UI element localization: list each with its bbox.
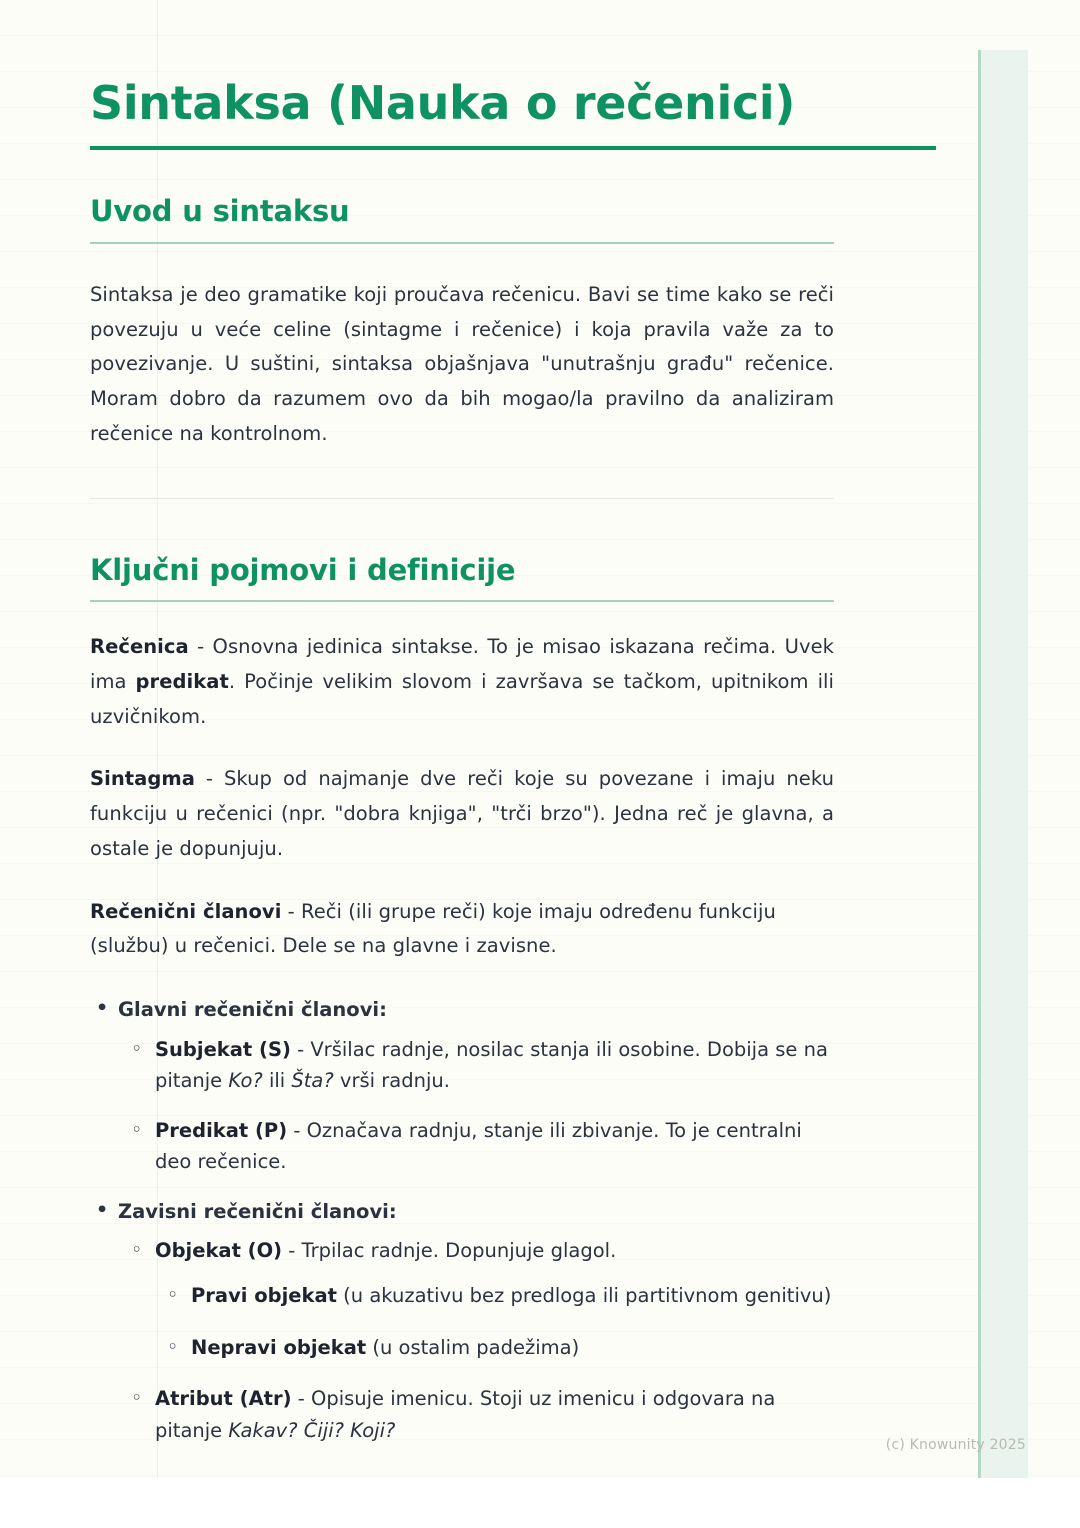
pravi-objekat-text: (u akuzativu bez predloga ili partitivnom genitivu) [336,1284,832,1308]
term-nepravi-objekat: Nepravi objekat [191,1335,367,1359]
list-item-nepravi-objekat-text [191,1336,579,1359]
list-item-subjekat [155,1034,834,1097]
term-subjekat: Subjekat (S) [155,1037,291,1061]
subjekat-text-2: ili [262,1069,292,1093]
definition-recenica-text-1: - Osnovna jedinica sintakse. To je misao iskazana rečima. Uvek ima [90,635,834,694]
zavisni-sublist [118,1235,834,1446]
list-item-predikat-text [155,1119,802,1174]
section-uvod [90,194,834,451]
intro-paragraph: Sintaksa je deo gramatike koji proučava rečenicu. Bavi se time kako se reči povezuju u veće celine (sintagme i rečenice) i koja pravila važe za to povezivanje. U suštini, sintaksa objašnjava "unutrašnju građu" rečenice. Moram dobro da razumem ovo da bih mogao/la pravilno da analiziram rečenice na kontrolnom. [90,283,834,445]
list-item-zavisni [118,1196,834,1446]
glavni-sublist [118,1034,834,1178]
list-item-label-zavisni: • Zavisni rečenični članovi: [118,1200,397,1223]
document-content [90,76,834,1464]
term-objekat: Objekat (O) [155,1239,283,1263]
term-recenica: Rečenica [90,635,189,659]
recenicni-clanovi-list [90,994,834,1446]
copyright-watermark: (c) Knowunity 2025 [885,1437,1026,1453]
list-item-objekat-text [155,1239,616,1262]
list-item-objekat [155,1235,834,1363]
section-heading-underline [90,600,834,602]
subjekat-italic-1: Ko? [228,1069,263,1093]
subjekat-text-1: - Vršilac radnje, nosilac stanja ili osobine. Dobija se na pitanje [155,1037,828,1093]
list-item-atribut [155,1383,834,1446]
list-item-label-glavni: • Glavni rečenični članovi: [118,998,387,1021]
list-item-predikat [155,1115,834,1178]
list-item-nepravi-objekat [191,1332,834,1364]
section-heading-kljucni: Ključni pojmovi i definicije [90,552,516,587]
atribut-text-1: - Opisuje imenicu. Stoji uz imenicu i odgovara na pitanje [155,1387,776,1442]
definition-sintagma-text: - Skup od najmanje dve reči koje su povezane i imaju neku funkciju u rečenici (npr. "dobra knjiga", "trči brzo"). Jedna reč je glavna, a ostale je dopunjuju. [90,767,834,860]
list-item-subjekat-text [155,1038,828,1093]
section-heading-uvod: Uvod u sintaksu [90,194,350,229]
subjekat-italic-2: Šta? [291,1069,334,1093]
definition-recenicni-clanovi-text: - Reči (ili grupe reči) koje imaju određenu funkciju (službu) u rečenici. Dele se na glavne i zavisne. [90,899,776,958]
definition-recenica [90,630,834,734]
list-item-pravi-objekat [191,1280,834,1312]
term-predikat: Predikat (P) [155,1118,288,1142]
term-pravi-objekat: Pravi objekat [191,1284,337,1308]
right-accent-strip [978,50,1028,1478]
term-sintagma: Sintagma [90,767,195,791]
term-atribut: Atribut (Atr) [155,1387,292,1411]
term-predikat-inline: predikat [135,670,229,694]
section-kljucni-pojmovi [90,553,834,1447]
list-item-pravi-objekat-text [191,1284,831,1307]
nepravi-objekat-text: (u ostalim padežima) [366,1335,580,1359]
predikat-text-1: - Označava radnju, stanje ili zbivanje. To je centralni deo rečenice. [155,1118,802,1174]
list-item-atribut-text [155,1387,775,1442]
objekat-sublist [155,1280,834,1363]
subjekat-text-3: vrši radnju. [333,1069,450,1093]
title-underline [90,146,936,150]
definition-recenica-text-2: . Počinje velikim slovom i završava se tačkom, upitnikom ili uzvičnikom. [90,670,834,728]
list-item-glavni [118,994,834,1178]
term-recenicni-clanovi: Rečenični članovi [90,899,282,923]
objekat-text-1: - Trpilac radnje. Dopunjuje glagol. [282,1239,617,1263]
section-heading-underline [90,242,834,244]
definition-sintagma [90,762,834,866]
definition-recenicni-clanovi [90,895,834,964]
page-title: Sintaksa (Nauka o rečenici) [90,76,796,130]
section-divider [90,498,834,499]
atribut-italic-1: Kakav? Čiji? Koji? [228,1418,396,1442]
